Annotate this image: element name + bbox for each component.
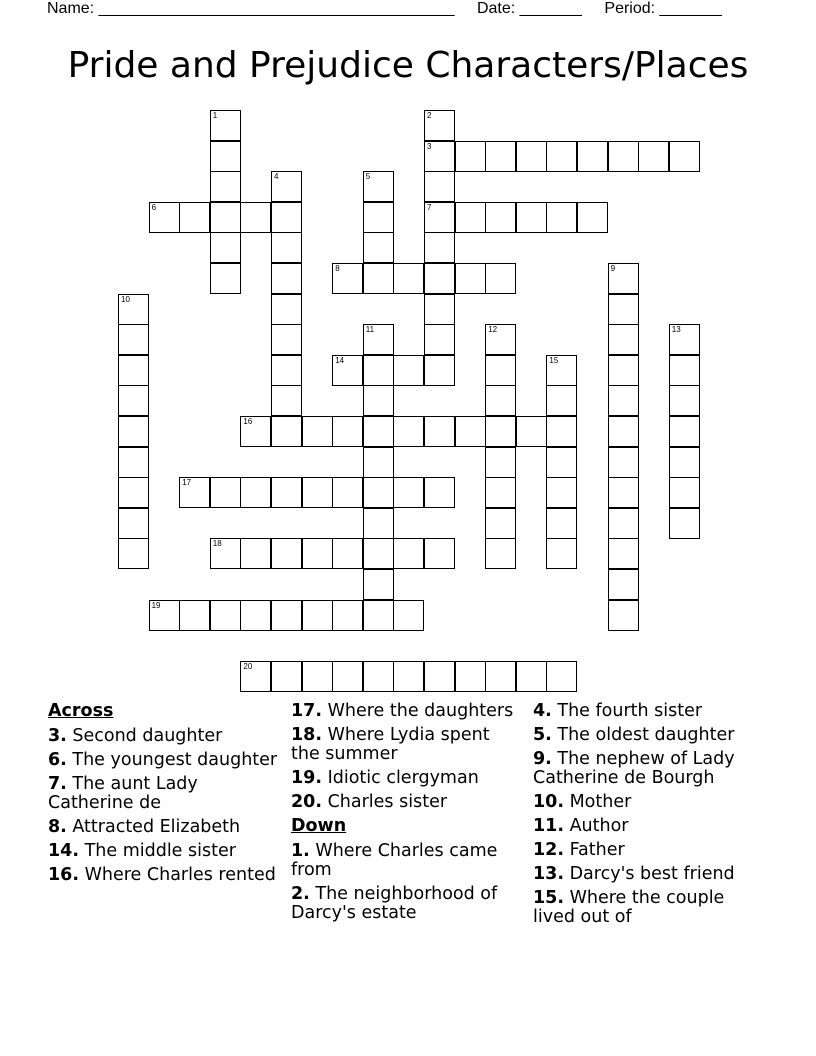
clue-item <box>533 702 763 721</box>
crossword-cell[interactable] <box>363 661 394 692</box>
crossword-cell[interactable] <box>485 202 516 233</box>
crossword-cell[interactable] <box>179 477 210 508</box>
clue-number: 7. <box>48 774 67 794</box>
crossword-cell[interactable] <box>210 171 241 202</box>
crossword-cell[interactable] <box>118 355 149 386</box>
clue-text: The middle sister <box>79 841 236 861</box>
crossword-cell[interactable] <box>424 355 455 386</box>
crossword-cell[interactable] <box>363 569 394 600</box>
clue-item <box>533 750 763 788</box>
page-title: Pride and Prejudice Characters/Places <box>67 45 749 86</box>
crossword-cell[interactable] <box>669 416 700 447</box>
crossword-cell[interactable] <box>118 538 149 569</box>
crossword-cell[interactable] <box>302 538 333 569</box>
clue-text: Where the daughters <box>322 701 514 721</box>
across-clues-continued-column <box>291 702 521 928</box>
crossword-cell[interactable] <box>302 661 333 692</box>
clue-text: The youngest daughter <box>66 750 278 770</box>
clue-item <box>291 726 521 764</box>
crossword-cell[interactable] <box>546 416 577 447</box>
crossword-cell[interactable] <box>516 141 547 172</box>
clue-number: 8 <box>335 264 340 273</box>
crossword-cell[interactable] <box>424 232 455 263</box>
crossword-cell[interactable] <box>424 294 455 325</box>
crossword-cell[interactable] <box>669 508 700 539</box>
crossword-cell[interactable] <box>608 385 639 416</box>
crossword-cell[interactable] <box>546 538 577 569</box>
clue-number: 12 <box>488 325 498 335</box>
crossword-cell[interactable] <box>240 600 271 631</box>
crossword-cell[interactable] <box>210 538 241 569</box>
clue-number: 2 <box>427 111 432 120</box>
crossword-cell[interactable] <box>149 202 180 233</box>
clue-text: The fourth sister <box>551 701 703 721</box>
clue-number: 4. <box>533 701 552 721</box>
crossword-cell[interactable] <box>485 447 516 478</box>
crossword-cell[interactable] <box>516 661 547 692</box>
clue-text: Where Charles rented <box>79 865 276 885</box>
crossword-cell[interactable] <box>271 477 302 508</box>
crossword-cell[interactable] <box>363 477 394 508</box>
clue-text: Father <box>564 840 625 860</box>
crossword-cell[interactable] <box>271 355 302 386</box>
crossword-cell[interactable] <box>118 324 149 355</box>
crossword-cell[interactable] <box>271 324 302 355</box>
crossword-cell[interactable] <box>608 447 639 478</box>
crossword-cell[interactable] <box>210 141 241 172</box>
crossword-cell[interactable] <box>240 477 271 508</box>
clue-number: 13 <box>671 325 681 335</box>
crossword-cell[interactable] <box>271 232 302 263</box>
crossword-cell[interactable] <box>271 263 302 294</box>
clue-number: 3. <box>48 726 67 746</box>
crossword-cell[interactable] <box>118 385 149 416</box>
crossword-cell[interactable] <box>546 477 577 508</box>
crossword-cell[interactable] <box>424 141 455 172</box>
clue-text: Attracted Elizabeth <box>66 817 241 837</box>
crossword-cell[interactable] <box>424 171 455 202</box>
crossword-cell[interactable] <box>669 141 700 172</box>
crossword-cell[interactable] <box>424 661 455 692</box>
crossword-cell[interactable] <box>179 202 210 233</box>
crossword-cell[interactable] <box>363 600 394 631</box>
crossword-cell[interactable] <box>363 355 394 386</box>
crossword-cell[interactable] <box>179 600 210 631</box>
crossword-cell[interactable] <box>608 294 639 325</box>
clue-text: Where Charles came from <box>291 841 498 880</box>
clue-number: 11. <box>533 816 565 836</box>
crossword-cell[interactable] <box>546 141 577 172</box>
crossword-cell[interactable] <box>577 141 608 172</box>
crossword-cell[interactable] <box>118 416 149 447</box>
clue-number: 15 <box>549 355 559 365</box>
crossword-cell[interactable] <box>332 263 363 294</box>
crossword-cell[interactable] <box>271 416 302 447</box>
clue-item <box>533 817 763 836</box>
crossword-cell[interactable] <box>332 600 363 631</box>
crossword-cell[interactable] <box>485 661 516 692</box>
clue-text: Author <box>564 816 629 836</box>
crossword-cell[interactable] <box>485 324 516 355</box>
crossword-cell[interactable] <box>332 661 363 692</box>
clue-number: 16. <box>48 865 80 885</box>
clue-text: The nephew of Lady Catherine de Bourgh <box>533 749 735 788</box>
crossword-cell[interactable] <box>485 477 516 508</box>
crossword-cell[interactable] <box>240 416 271 447</box>
crossword-cell[interactable] <box>393 355 424 386</box>
clue-number: 4 <box>274 172 279 182</box>
clue-number: 10 <box>121 294 130 304</box>
clue-item <box>291 842 521 880</box>
crossword-cell[interactable] <box>669 324 700 355</box>
crossword-cell[interactable] <box>608 324 639 355</box>
clue-item <box>533 793 763 812</box>
crossword-cell[interactable] <box>424 263 455 294</box>
crossword-cell[interactable] <box>455 416 486 447</box>
date-field[interactable]: Date: _______ <box>476 0 582 17</box>
crossword-cell[interactable] <box>485 416 516 447</box>
clue-number: 17 <box>182 478 192 488</box>
crossword-cell[interactable] <box>669 355 700 386</box>
crossword-cell[interactable] <box>608 538 639 569</box>
crossword-cell[interactable] <box>455 263 486 294</box>
crossword-cell[interactable] <box>240 661 271 692</box>
clue-number: 18 <box>212 539 222 549</box>
crossword-cell[interactable] <box>608 355 639 386</box>
crossword-cell[interactable] <box>332 477 363 508</box>
clue-number: 6 <box>151 202 157 212</box>
crossword-cell[interactable] <box>363 171 394 202</box>
crossword-cell[interactable] <box>393 538 424 569</box>
clue-item <box>291 769 521 788</box>
clue-number: 6. <box>48 750 67 770</box>
clue-item <box>48 751 278 770</box>
clue-number: 5 <box>365 172 371 182</box>
crossword-cell[interactable] <box>424 110 455 141</box>
clue-number: 20. <box>291 792 323 812</box>
crossword-cell[interactable] <box>546 202 577 233</box>
crossword-cell[interactable] <box>608 508 639 539</box>
clue-number: 3 <box>427 141 432 151</box>
crossword-cell[interactable] <box>240 538 271 569</box>
crossword-cell[interactable] <box>424 538 455 569</box>
crossword-cell[interactable] <box>455 141 486 172</box>
crossword-cell[interactable] <box>302 477 333 508</box>
crossword-cell[interactable] <box>393 263 424 294</box>
crossword-cell[interactable] <box>363 538 394 569</box>
clue-number: 2. <box>291 884 310 904</box>
clue-number: 19 <box>151 600 161 610</box>
clue-number: 17. <box>291 701 323 721</box>
clue-number: 20 <box>243 661 253 671</box>
crossword-cell[interactable] <box>546 385 577 416</box>
crossword-cell[interactable] <box>485 263 516 294</box>
clue-number: 18. <box>291 725 323 745</box>
clue-number: 5. <box>533 725 552 745</box>
crossword-cell[interactable] <box>608 263 639 294</box>
crossword-cell[interactable] <box>669 385 700 416</box>
crossword-cell[interactable] <box>393 477 424 508</box>
clue-number: 14 <box>335 355 345 365</box>
crossword-cell[interactable] <box>363 202 394 233</box>
crossword-cell[interactable] <box>240 202 271 233</box>
crossword-cell[interactable] <box>332 355 363 386</box>
crossword-cell[interactable] <box>516 416 547 447</box>
crossword-cell[interactable] <box>363 416 394 447</box>
crossword-cell[interactable] <box>332 538 363 569</box>
crossword-cell[interactable] <box>546 661 577 692</box>
crossword-cell[interactable] <box>577 202 608 233</box>
clue-item <box>533 726 763 745</box>
clue-number: 11 <box>365 325 375 335</box>
crossword-cell[interactable] <box>424 202 455 233</box>
clue-text: Charles sister <box>322 792 448 812</box>
crossword-cell[interactable] <box>485 141 516 172</box>
crossword-cell[interactable] <box>608 416 639 447</box>
crossword-cell[interactable] <box>271 600 302 631</box>
crossword-cell[interactable] <box>363 508 394 539</box>
clue-item <box>48 775 278 813</box>
crossword-cell[interactable] <box>363 324 394 355</box>
crossword-cell[interactable] <box>271 202 302 233</box>
crossword-cell[interactable] <box>424 416 455 447</box>
clue-number: 9 <box>610 264 616 273</box>
clue-number: 9. <box>533 749 552 769</box>
crossword-cell[interactable] <box>271 661 302 692</box>
crossword-cell[interactable] <box>332 416 363 447</box>
crossword-cell[interactable] <box>118 508 149 539</box>
clue-text: Where Lydia spent the summer <box>291 725 490 764</box>
clue-text: The aunt Lady Catherine de <box>48 774 198 813</box>
crossword-cell[interactable] <box>546 447 577 478</box>
name-field[interactable]: Name: ________________________________________ <box>47 0 455 17</box>
clue-item <box>533 841 763 860</box>
clue-text: Darcy's best friend <box>564 864 735 884</box>
down-clues-continued-column <box>533 702 763 932</box>
crossword-cell[interactable] <box>393 416 424 447</box>
crossword-cell[interactable] <box>669 477 700 508</box>
crossword-cell[interactable] <box>210 477 241 508</box>
clue-item <box>48 866 278 885</box>
clue-number: 13. <box>533 864 565 884</box>
crossword-cell[interactable] <box>363 263 394 294</box>
crossword-cell[interactable] <box>608 477 639 508</box>
clue-number: 8. <box>48 817 67 837</box>
crossword-cell[interactable] <box>363 385 394 416</box>
clue-number: 1. <box>291 841 310 861</box>
period-field[interactable]: Period: _______ <box>604 0 722 17</box>
clue-number: 19. <box>291 768 323 788</box>
crossword-cell[interactable] <box>271 294 302 325</box>
clue-number: 1 <box>212 111 218 120</box>
crossword-cell[interactable] <box>608 141 639 172</box>
crossword-cell[interactable] <box>424 324 455 355</box>
clue-number: 16 <box>243 417 253 426</box>
crossword-cell[interactable] <box>210 110 241 141</box>
crossword-cell[interactable] <box>546 355 577 386</box>
crossword-cell[interactable] <box>363 232 394 263</box>
crossword-cell[interactable] <box>271 538 302 569</box>
clue-item <box>48 818 278 837</box>
crossword-cell[interactable] <box>608 600 639 631</box>
crossword-cell[interactable] <box>485 508 516 539</box>
crossword-cell[interactable] <box>118 477 149 508</box>
clue-number: 12. <box>533 840 565 860</box>
crossword-cell[interactable] <box>363 447 394 478</box>
crossword-cell[interactable] <box>485 385 516 416</box>
clue-item <box>291 702 521 721</box>
clue-number: 10. <box>533 792 565 812</box>
crossword-cell[interactable] <box>118 294 149 325</box>
crossword-cell[interactable] <box>210 600 241 631</box>
clue-number: 14. <box>48 841 80 861</box>
crossword-cell[interactable] <box>118 447 149 478</box>
crossword-cell[interactable] <box>424 477 455 508</box>
crossword-cell[interactable] <box>271 385 302 416</box>
crossword-cell[interactable] <box>302 416 333 447</box>
crossword-cell[interactable] <box>455 661 486 692</box>
clue-number: 15. <box>533 888 565 908</box>
crossword-cell[interactable] <box>546 508 577 539</box>
crossword-cell[interactable] <box>271 171 302 202</box>
across-heading: Across <box>48 701 114 721</box>
crossword-cell[interactable] <box>455 202 486 233</box>
down-heading: Down <box>291 816 347 836</box>
clue-item <box>533 889 763 927</box>
across-clues-column <box>48 702 278 890</box>
crossword-cell[interactable] <box>393 661 424 692</box>
crossword-cell[interactable] <box>485 355 516 386</box>
clue-text: Mother <box>564 792 632 812</box>
clue-item <box>533 865 763 884</box>
clue-item <box>291 793 521 812</box>
crossword-cell[interactable] <box>608 569 639 600</box>
clue-item <box>291 885 521 923</box>
crossword-cell[interactable] <box>669 447 700 478</box>
clue-text: Second daughter <box>66 726 223 746</box>
crossword-cell[interactable] <box>149 600 180 631</box>
crossword-cell[interactable] <box>210 232 241 263</box>
crossword-cell[interactable] <box>302 600 333 631</box>
clue-text: The neighborhood of Darcy's estate <box>291 884 498 923</box>
clue-number: 7 <box>427 202 432 212</box>
crossword-cell[interactable] <box>210 263 241 294</box>
clue-text: The oldest daughter <box>551 725 735 745</box>
crossword-cell[interactable] <box>638 141 669 172</box>
crossword-cell[interactable] <box>516 202 547 233</box>
clue-text: Where the couple lived out of <box>533 888 725 927</box>
clue-text: Idiotic clergyman <box>322 768 479 788</box>
crossword-cell[interactable] <box>393 600 424 631</box>
crossword-cell[interactable] <box>210 202 241 233</box>
clue-item <box>48 842 278 861</box>
crossword-cell[interactable] <box>485 538 516 569</box>
header-fields <box>47 0 740 18</box>
clue-item <box>48 727 278 746</box>
